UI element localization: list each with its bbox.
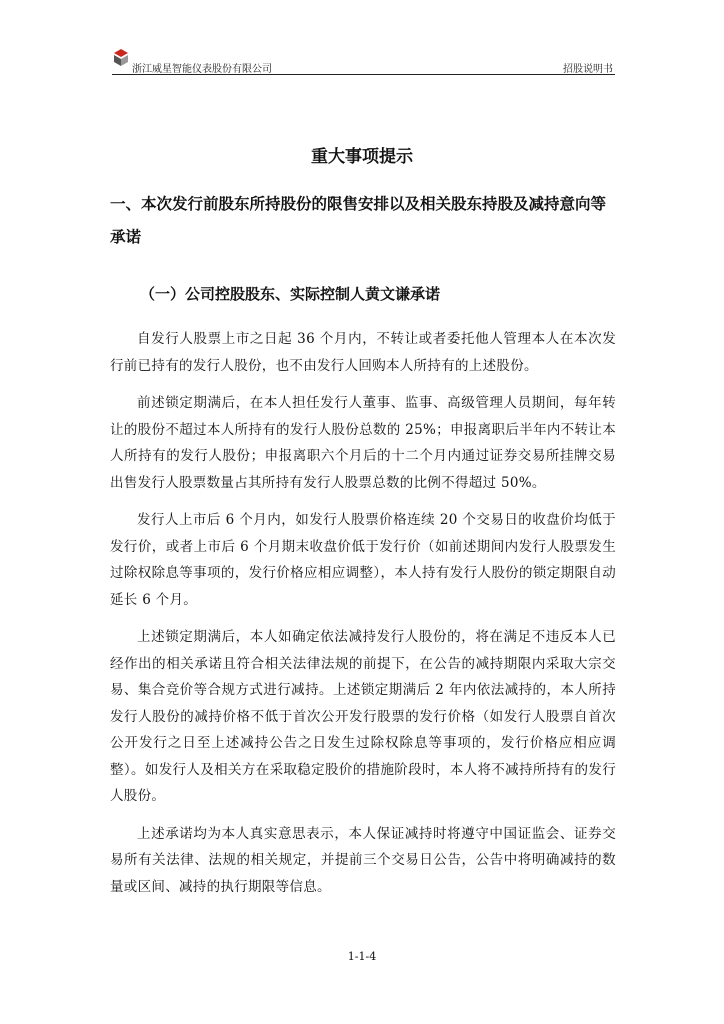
body-text <box>110 326 616 911</box>
paragraph: 自发行人股票上市之日起 36 个月内，不转让或者委托他人管理本人在本次发行前已持有的发行人股份，也不由发行人回购本人所持有的上述股份。 <box>110 331 616 374</box>
paragraph: 发行人上市后 6 个月内，如发行人股票价格连续 20 个交易日的收盘价均低于发行价，或者上市后 6 个月期末收盘价低于发行价（如前述期间内发行人股票发生过除权除息等事项的，发行价格应相应调整），本人持有发行人股份的锁定期限自动延长 6 个月。 <box>110 512 616 608</box>
subsection-heading: （一）公司控股股东、实际控制人黄文谦承诺 <box>140 285 441 303</box>
paragraph: 上述锁定期满后，本人如确定依法减持发行人股份的，将在满足不违反本人已经作出的相关承诺且符合相关法律法规的前提下，在公告的减持期限内采取大宗交易、集合竞价等合规方式进行减持。上述锁定期满后 2 年内依法减持的，本人所持发行人股份的减持价格不低于首次公开发行股票的发行价格（如发行人股票自首次公开发行之日至上述减持公告之日发生过除权除息等事项的，发行价格应相应调整）。如发行人及相关方在采取稳定股价的措施阶段时，本人将不减持所持有的发行人股份。 <box>110 629 616 804</box>
page-number: 1-1-4 <box>347 950 377 963</box>
page-header <box>112 44 615 75</box>
paragraph: 上述承诺均为本人真实意思表示，本人保证减持时将遵守中国证监会、证券交易所有关法律、法规的相关规定，并提前三个交易日公告，公告中将明确减持的数量或区间、减持的执行期限等信息。 <box>110 825 616 895</box>
company-logo-icon <box>112 48 130 68</box>
page-title: 重大事项提示 <box>311 147 413 167</box>
paragraph: 前述锁定期满后，在本人担任发行人董事、监事、高级管理人员期间，每年转让的股份不超过本人所持有的发行人股份总数的 25%；申报离职后半年内不转让本人所持有的发行人股份；申报离职六个月后的十二个月内通过证券交易所挂牌交易出售发行人股票数量占其所持有发行人股票总数的比例不得超过 50%。 <box>110 395 616 491</box>
section-heading: 一、本次发行前股东所持股份的限售安排以及相关股东持股及减持意向等承诺 <box>110 195 607 246</box>
document-type: 招股说明书 <box>563 64 613 75</box>
company-name: 浙江威星智能仪表股份有限公司 <box>132 64 272 75</box>
